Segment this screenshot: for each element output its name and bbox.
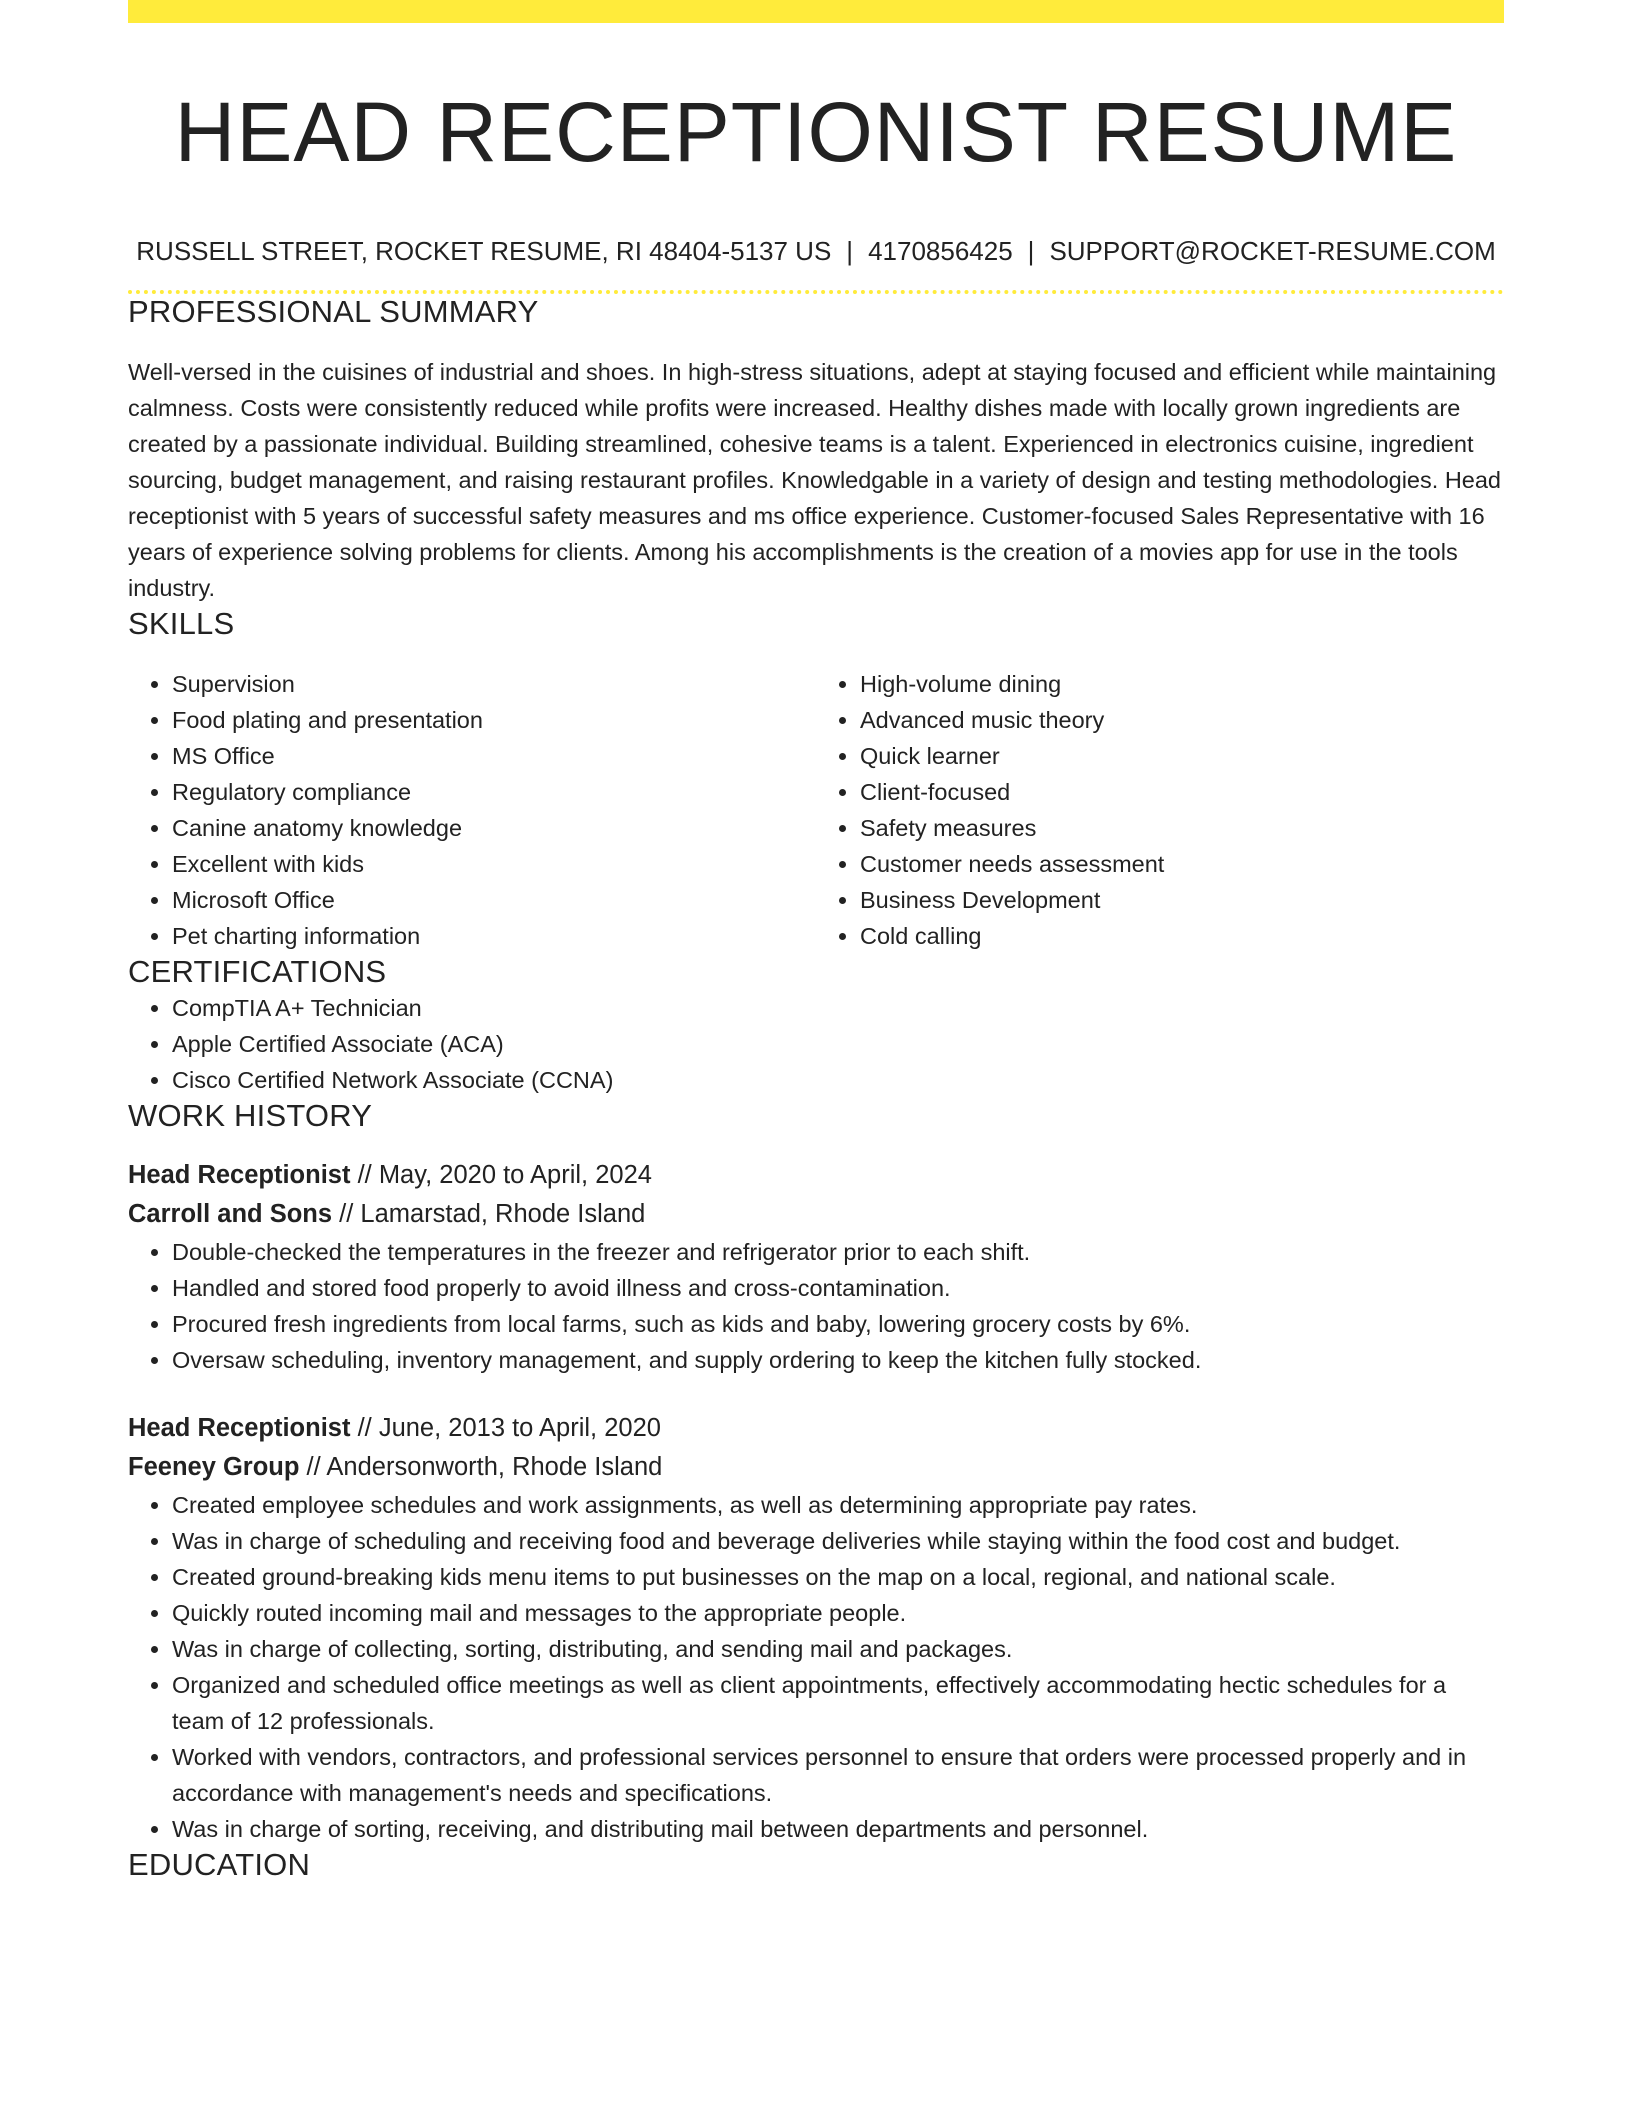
job-entry — [128, 1409, 1504, 1847]
skill-item: • Pet charting information — [172, 918, 816, 954]
skill-item: • Regulatory compliance — [172, 774, 816, 810]
certification-item: • Apple Certified Associate (ACA) — [172, 1026, 1504, 1062]
contact-address: RUSSELL STREET, ROCKET RESUME, RI 48404-5137 US — [136, 236, 832, 266]
skills-columns — [128, 666, 1504, 954]
job-bullet: • Created ground-breaking kids menu items to put businesses on the map on a local, regional, and national scale. — [172, 1559, 1504, 1595]
job-company: Feeney Group — [128, 1453, 300, 1481]
job-company-line — [128, 1448, 1504, 1487]
job-title: Head Receptionist — [128, 1414, 351, 1442]
skills-left-list — [128, 666, 816, 954]
certification-item: • CompTIA A+ Technician — [172, 990, 1504, 1026]
section-heading-work-history: WORK HISTORY — [128, 1098, 373, 1133]
skill-item: • Customer needs assessment — [860, 846, 1504, 882]
contact-line — [128, 235, 1504, 267]
skill-item: • High-volume dining — [860, 666, 1504, 702]
job-bullet: • Organized and scheduled office meetings as well as client appointments, effectively accommodating hectic schedules for a team of 12 professionals. — [172, 1667, 1504, 1739]
job-header — [128, 1156, 1504, 1234]
section-heading-skills: SKILLS — [128, 606, 235, 641]
section-heading-certifications: CERTIFICATIONS — [128, 954, 387, 989]
skills-right-list — [816, 666, 1504, 954]
skill-item: • Excellent with kids — [172, 846, 816, 882]
skill-item: • Microsoft Office — [172, 882, 816, 918]
job-bullet: • Was in charge of collecting, sorting, distributing, and sending mail and packages. — [172, 1631, 1504, 1667]
contact-email[interactable]: SUPPORT@ROCKET-RESUME.COM — [1049, 236, 1496, 266]
skill-item: • Advanced music theory — [860, 702, 1504, 738]
section-heading-summary: PROFESSIONAL SUMMARY — [128, 294, 539, 329]
certification-item: • Cisco Certified Network Associate (CCNA) — [172, 1062, 1504, 1098]
resume-content — [128, 0, 1504, 1883]
skill-item: • Safety measures — [860, 810, 1504, 846]
job-bullet: • Double-checked the temperatures in the freezer and refrigerator prior to each shift. — [172, 1234, 1504, 1270]
job-entry — [128, 1156, 1504, 1378]
job-bullet: • Created employee schedules and work assignments, as well as determining appropriate pay rates. — [172, 1487, 1504, 1523]
contact-phone: 4170856425 — [868, 236, 1013, 266]
job-dates: // May, 2020 to April, 2024 — [357, 1161, 652, 1189]
skill-item: • MS Office — [172, 738, 816, 774]
job-bullet: • Oversaw scheduling, inventory management, and supply ordering to keep the kitchen fully stocked. — [172, 1342, 1504, 1378]
summary-text: Well-versed in the cuisines of industrial and shoes. In high-stress situations, adept at staying focused and efficient while maintaining calmness. Costs were consistently reduced while profits were increased. Healthy dishes made with locally grown ingredients are created by a passionate individual. Building streamlined, cohesive teams is a talent. Experienced in electronics cuisine, ingredient sourcing, budget management, and raising restaurant profiles. Knowledgable in a variety of design and testing methodologies. Head receptionist with 5 years of successful safety measures and ms office experience. Customer-focused Sales Representative with 16 years of experience solving problems for clients. Among his accomplishments is the creation of a movies app for use in the tools industry. — [128, 359, 1501, 601]
job-title: Head Receptionist — [128, 1161, 351, 1189]
skill-item: • Supervision — [172, 666, 816, 702]
skill-item: • Canine anatomy knowledge — [172, 810, 816, 846]
skill-item: • Client-focused — [860, 774, 1504, 810]
contact-separator: | — [846, 236, 854, 266]
job-bullet: • Handled and stored food properly to avoid illness and cross-contamination. — [172, 1270, 1504, 1306]
job-location: // Lamarstad, Rhode Island — [339, 1200, 646, 1228]
job-bullets — [128, 1234, 1504, 1378]
certifications-list — [128, 990, 1504, 1098]
job-bullet: • Was in charge of scheduling and receiving food and beverage deliveries while staying within the food cost and budget. — [172, 1523, 1504, 1559]
job-company: Carroll and Sons — [128, 1200, 333, 1228]
contact-separator: | — [1027, 236, 1035, 266]
job-bullet: • Procured fresh ingredients from local farms, such as kids and baby, lowering grocery costs by 6%. — [172, 1306, 1504, 1342]
skill-item: • Business Development — [860, 882, 1504, 918]
job-company-line — [128, 1195, 1504, 1234]
job-location: // Andersonworth, Rhode Island — [306, 1453, 663, 1481]
job-bullet: • Worked with vendors, contractors, and professional services personnel to ensure that orders were processed properly and in accordance with management's needs and specifications. — [172, 1739, 1504, 1811]
job-title-line — [128, 1156, 1504, 1195]
skill-item: • Quick learner — [860, 738, 1504, 774]
resume-title: HEAD RECEPTIONIST RESUME — [174, 85, 1458, 179]
skill-item: • Food plating and presentation — [172, 702, 816, 738]
skill-item: • Cold calling — [860, 918, 1504, 954]
job-bullet: • Quickly routed incoming mail and messages to the appropriate people. — [172, 1595, 1504, 1631]
job-bullets — [128, 1487, 1504, 1847]
job-title-line — [128, 1409, 1504, 1448]
job-header — [128, 1409, 1504, 1487]
section-heading-education: EDUCATION — [128, 1847, 311, 1882]
job-dates: // June, 2013 to April, 2020 — [357, 1414, 661, 1442]
job-bullet: • Was in charge of sorting, receiving, and distributing mail between departments and personnel. — [172, 1811, 1504, 1847]
